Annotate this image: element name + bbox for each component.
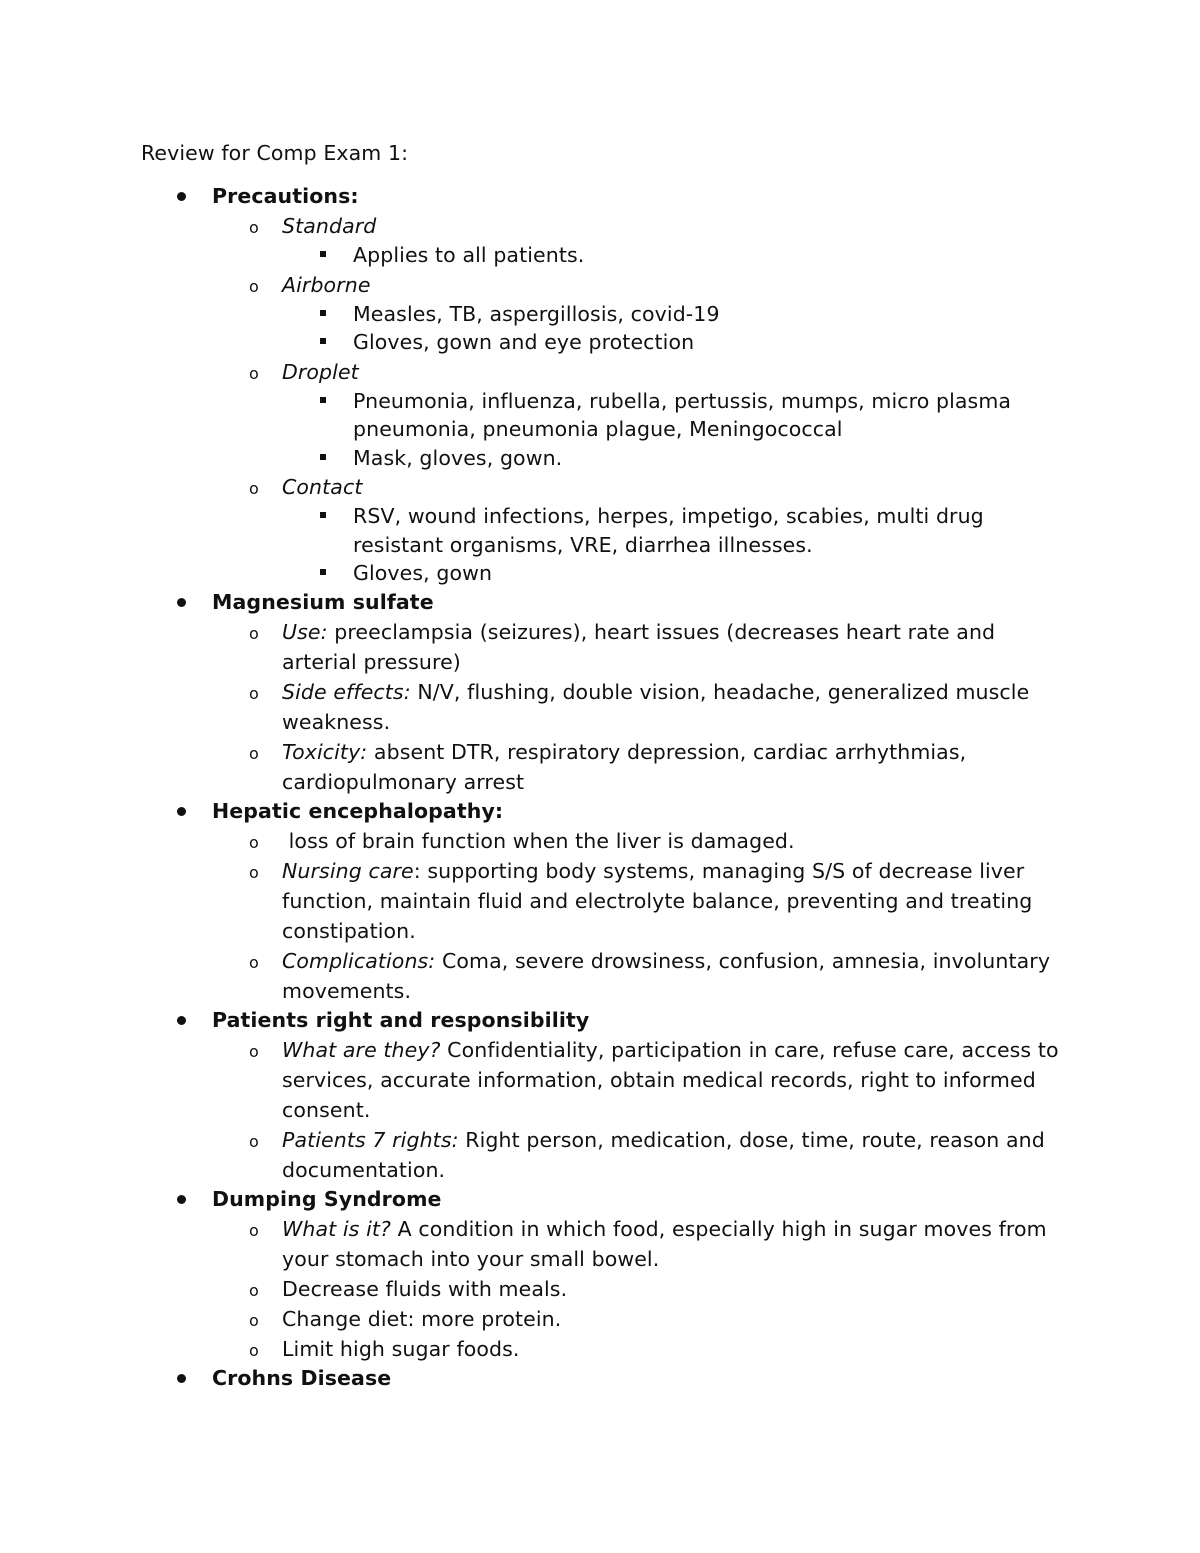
item-text: Decrease fluids with meals. (282, 1276, 568, 1301)
outline-list (141, 182, 1200, 1393)
list-item (211, 677, 1200, 737)
list-item (211, 617, 1200, 677)
detail-text: Pneumonia, influenza, rubella, pertussis, mumps, micro plasma pneumonia, pneumonia plague, Meningococcal (353, 388, 1012, 441)
list-item (282, 387, 1200, 444)
list-item (282, 241, 1200, 270)
detail-list (282, 502, 1200, 588)
detail-text: Gloves, gown and eye protection (353, 330, 695, 354)
section-precautions (141, 182, 1200, 588)
detail-text: RSV, wound infections, herpes, impetigo, scabies, multi drug resistant organisms, VRE, diarrhea illnesses. (353, 504, 984, 557)
list-item (211, 1334, 1200, 1364)
list-item (211, 826, 1200, 856)
list-item (211, 1304, 1200, 1334)
section-title: Dumping Syndrome (212, 1186, 442, 1211)
item-text: loss of brain function when the liver is damaged. (282, 828, 795, 853)
list-item (282, 559, 1200, 588)
list-item (211, 357, 1200, 473)
detail-list (282, 241, 1200, 270)
item-text: absent DTR, respiratory depression, cardiac arrhythmias, cardiopulmonary arrest (282, 739, 967, 794)
item-label: Use: (282, 619, 328, 644)
detail-text: Applies to all patients. (353, 243, 585, 267)
item-label: Droplet (282, 359, 359, 384)
section-title: Crohns Disease (212, 1365, 392, 1390)
list-item (211, 1274, 1200, 1304)
item-label: Side effects: (282, 679, 411, 704)
detail-text: Mask, gloves, gown. (353, 445, 563, 470)
item-label: Complications: (282, 948, 436, 973)
section-dumping-syndrome (141, 1185, 1200, 1364)
list-item (211, 211, 1200, 270)
item-label: Standard (282, 214, 377, 238)
list-item (211, 1125, 1200, 1185)
section-title: Magnesium sulfate (212, 589, 434, 614)
list-item (282, 444, 1200, 473)
section-magnesium-sulfate (141, 588, 1200, 797)
list-item (211, 1214, 1200, 1274)
item-label: Nursing care (282, 858, 414, 883)
item-label: What is it? (282, 1216, 391, 1241)
list-item (211, 472, 1200, 588)
section-patients-rights (141, 1006, 1200, 1185)
detail-list (282, 300, 1200, 357)
detail-text: Measles, TB, aspergillosis, covid-19 (353, 301, 720, 326)
item-label: Patients 7 rights: (282, 1127, 459, 1152)
detail-list (282, 387, 1200, 473)
list-item (211, 946, 1200, 1006)
list-item (282, 328, 1200, 357)
item-text: : supporting body systems, managing S/S of decrease liver function, maintain fluid and electrolyte balance, preventing and treating constipation. (282, 858, 1033, 943)
item-label: Contact (282, 475, 363, 499)
item-text: A condition in which food, especially high in sugar moves from your stomach into your small bowel. (282, 1216, 1047, 1271)
item-label: Airborne (282, 272, 371, 297)
item-text: Right person, medication, dose, time, route, reason and documentation. (282, 1127, 1045, 1182)
item-text: Coma, severe drowsiness, confusion, amnesia, involuntary movements. (282, 948, 1051, 1003)
item-text: Confidentiality, participation in care, refuse care, access to services, accurate information, obtain medical records, right to informed consent. (282, 1037, 1059, 1122)
detail-text: Gloves, gown (353, 561, 493, 585)
list-item (211, 1035, 1200, 1125)
item-label: What are they? (282, 1037, 441, 1062)
subtopic-list (212, 1035, 1200, 1185)
section-title: Patients right and responsibility (212, 1007, 590, 1032)
item-label: Toxicity: (282, 739, 368, 764)
section-hepatic-encephalopathy (141, 797, 1200, 1006)
section-title: Hepatic encephalopathy: (212, 798, 504, 823)
section-title: Precautions: (212, 184, 359, 208)
list-item (211, 856, 1200, 946)
document-title: Review for Comp Exam 1: (141, 141, 409, 165)
section-crohns-disease (141, 1364, 1200, 1393)
list-item (211, 270, 1200, 357)
subtopic-list (212, 1214, 1200, 1364)
list-item (211, 737, 1200, 797)
subtopic-list (212, 211, 1200, 588)
item-text: N/V, flushing, double vision, headache, generalized muscle weakness. (282, 679, 1030, 734)
item-text: preeclampsia (seizures), heart issues (decreases heart rate and arterial pressure) (282, 619, 996, 674)
list-item (282, 300, 1200, 329)
list-item (282, 502, 1200, 559)
item-text: Limit high sugar foods. (282, 1336, 520, 1361)
item-text: Change diet: more protein. (282, 1306, 562, 1331)
subtopic-list (212, 826, 1200, 1006)
subtopic-list (212, 617, 1200, 797)
